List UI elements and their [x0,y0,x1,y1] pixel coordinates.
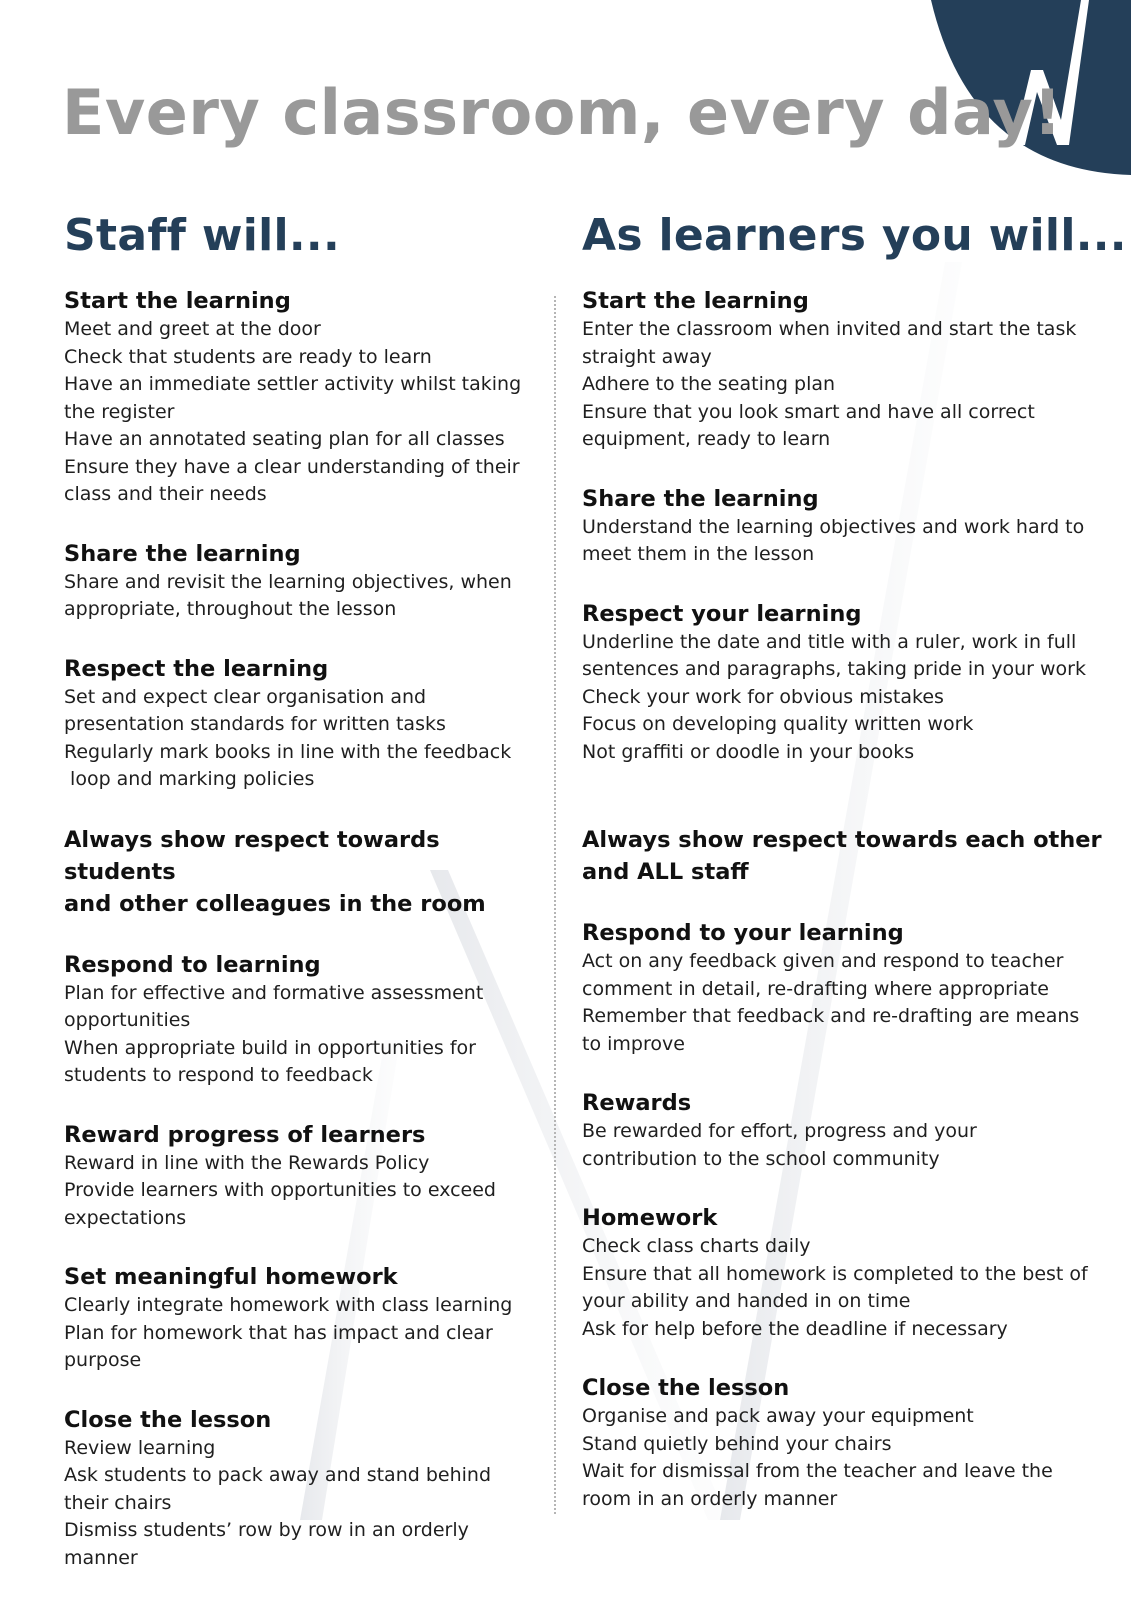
learners-heading: As learners you will... [582,210,1127,261]
section-line: Dismiss students’ row by row in an orderly manner [64,1519,469,1569]
section-line: room in an orderly manner [582,1487,838,1510]
staff-heading: Staff will... [64,210,340,261]
section-line: Check class charts daily [582,1235,811,1257]
section-line: presentation standards for written tasks [64,713,446,735]
section-line: Ask for help before the deadline if necessary [582,1317,1008,1340]
staff-section-homework [64,1262,544,1375]
section-heading: Share the learning [64,540,301,567]
section-line: Understand the learning objectives and work hard to [582,515,1085,538]
section-line: Set and expect clear organisation and [64,685,427,708]
section-line: Ask students to pack away and stand behind [64,1464,492,1486]
section-line: comment in detail, re-drafting where appropriate [582,977,1049,1000]
section-line: Share and revisit the learning objectives, when [64,570,512,593]
section-heading: Set meaningful homework [64,1264,398,1290]
section-heading: Always show respect towards each other [582,827,1102,853]
section-line: Organise and pack away your equipment [582,1405,974,1427]
learners-section-respect [582,599,1102,767]
section-line: Have an annotated seating plan for all classes [64,428,505,450]
section-line: Wait for dismissal from the teacher and leave the [582,1460,1053,1482]
section-line: Ensure they have a clear understanding of their [64,455,520,478]
section-line: Check your work for obvious mistakes [582,685,944,708]
section-line: their chairs [64,1491,172,1514]
section-line: Remember that feedback and re-drafting are means [582,1005,1080,1027]
section-heading: and other colleagues in the room [64,890,486,917]
section-line: equipment, ready to learn [582,428,831,450]
section-line: contribution to the school community [582,1147,940,1170]
section-heading: Reward progress of learners [64,1121,426,1148]
section-line: your ability and handed in on time [582,1290,911,1312]
staff-section-respect [64,654,544,794]
section-line: Clearly integrate homework with class learning [64,1294,513,1316]
learners-section-rewards [582,1088,1102,1173]
learners-section-close [582,1373,1102,1513]
section-heading: Start the learning [582,288,809,314]
learners-column [582,208,1127,1543]
section-heading: Always show respect towards students [64,826,440,885]
staff-section-start [64,286,544,509]
section-line: loop and marking policies [64,768,315,790]
staff-section-close [64,1405,544,1573]
section-heading: Homework [582,1205,718,1231]
section-line: Have an immediate settler activity whilst taking [64,373,522,395]
section-line: Plan for effective and formative assessment [64,981,484,1004]
section-heading: Rewards [582,1090,692,1116]
section-line: the register [64,400,175,423]
section-line: appropriate, throughout the lesson [64,598,397,620]
section-heading: Share the learning [582,485,819,512]
staff-section-reward [64,1120,544,1233]
section-line: Meet and greet at the door [64,318,321,340]
section-line: Not graffiti or doodle in your books [582,740,915,763]
section-line: students to respond to feedback [64,1064,373,1086]
section-line: Adhere to the seating plan [582,373,836,395]
section-line: to improve [582,1032,685,1055]
section-line: When appropriate build in opportunities for [64,1036,476,1059]
staff-section-share [64,539,544,624]
learners-section-start [582,286,1102,454]
section-line: Reward in line with the Rewards Policy [64,1151,430,1174]
learners-section-always-respect [582,824,1102,888]
section-line: Underline the date and title with a ruler, work in full [582,630,1077,653]
section-heading: Close the lesson [64,1406,272,1433]
section-line: purpose [64,1349,142,1371]
section-line: Act on any feedback given and respond to teacher [582,950,1064,972]
section-line: sentences and paragraphs, taking pride in your work [582,658,1086,680]
staff-column [64,208,544,1602]
section-line: class and their needs [64,483,267,505]
section-heading: Respect the learning [64,655,329,682]
learners-section-share [582,484,1102,569]
section-line: Be rewarded for effort, progress and your [582,1120,977,1142]
section-line: Plan for homework that has impact and clear [64,1321,493,1344]
section-line: Ensure that all homework is completed to the best of [582,1262,1088,1285]
section-line: straight away [582,345,712,368]
section-line: meet them in the lesson [582,543,815,565]
section-line: Stand quietly behind your chairs [582,1432,892,1455]
section-heading: and ALL staff [582,859,749,885]
section-line: Ensure that you look smart and have all correct [582,400,1035,423]
learners-section-homework [582,1203,1102,1343]
column-divider [554,296,556,1514]
section-heading: Respond to learning [64,951,321,978]
section-heading: Close the lesson [582,1375,790,1401]
section-line: opportunities [64,1009,191,1031]
section-line: Provide learners with opportunities to exceed [64,1179,496,1201]
learners-section-respond [582,918,1102,1058]
section-line: Enter the classroom when invited and start the task [582,318,1077,340]
section-line: Focus on developing quality written work [582,713,974,735]
page-title: Every classroom, every day! [62,76,1063,149]
section-heading: Start the learning [64,288,291,314]
section-line: Review learning [64,1436,216,1459]
section-heading: Respond to your learning [582,920,904,946]
section-line: expectations [64,1206,187,1229]
staff-section-respond [64,950,544,1090]
staff-section-always-respect [64,824,544,920]
section-line: Check that students are ready to learn [64,345,432,368]
section-heading: Respect your learning [582,600,862,627]
section-line: Regularly mark books in line with the feedback [64,740,512,763]
